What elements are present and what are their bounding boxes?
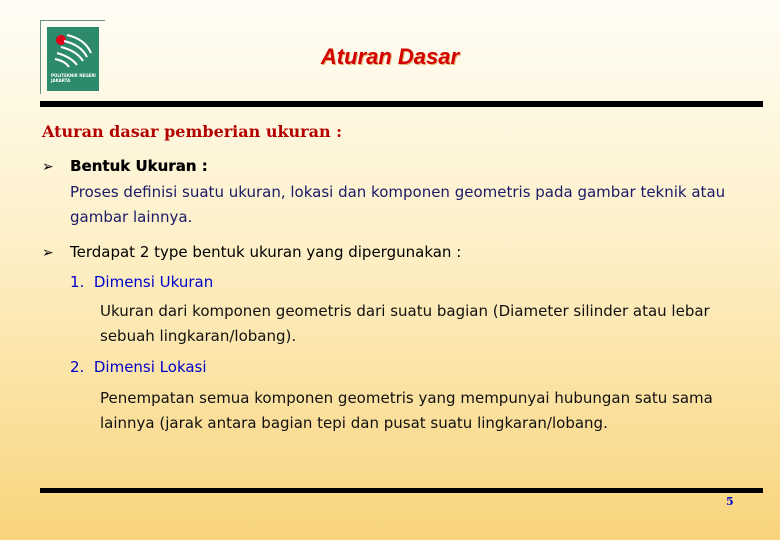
bottom-divider bbox=[40, 488, 763, 493]
bullet-description: Proses definisi suatu ukuran, lokasi dan komponen geometris pada gambar teknik atau gambar lainnya. bbox=[70, 183, 726, 226]
item-label: Dimensi Ukuran bbox=[93, 273, 214, 291]
item-description: Ukuran dari komponen geometris dari suatu bagian (Diameter silinder atau lebar sebuah lingkaran/lobang). bbox=[100, 302, 710, 345]
arrowhead-bullet-icon: ➢ bbox=[42, 159, 54, 175]
top-divider bbox=[40, 101, 763, 107]
bullet-bentuk-ukuran bbox=[42, 157, 208, 175]
list-item-dimensi-lokasi bbox=[70, 358, 207, 376]
arrowhead-bullet-icon: ➢ bbox=[42, 245, 54, 261]
bullet-label: Bentuk Ukuran : bbox=[70, 157, 208, 175]
section-heading: Aturan dasar pemberian ukuran : bbox=[42, 122, 343, 141]
item-description: Penempatan semua komponen geometris yang mempunyai hubungan satu sama lainnya (jarak antara bagian tepi dan pusat suatu lingkaran/lobang. bbox=[100, 389, 713, 432]
page-title: Aturan Dasar bbox=[320, 44, 460, 69]
page-number: 5 bbox=[726, 495, 734, 508]
bullet-type-bentuk bbox=[42, 243, 461, 261]
item-number: 2. bbox=[70, 358, 85, 376]
item-label: Dimensi Lokasi bbox=[93, 358, 207, 376]
bullet-label: Terdapat 2 type bentuk ukuran yang dipergunakan : bbox=[70, 243, 462, 261]
list-item-dimensi-ukuran bbox=[70, 273, 213, 291]
item-number: 1. bbox=[70, 273, 85, 291]
logo-text: POLITEKNIK NEGERI JAKARTA bbox=[51, 73, 96, 83]
